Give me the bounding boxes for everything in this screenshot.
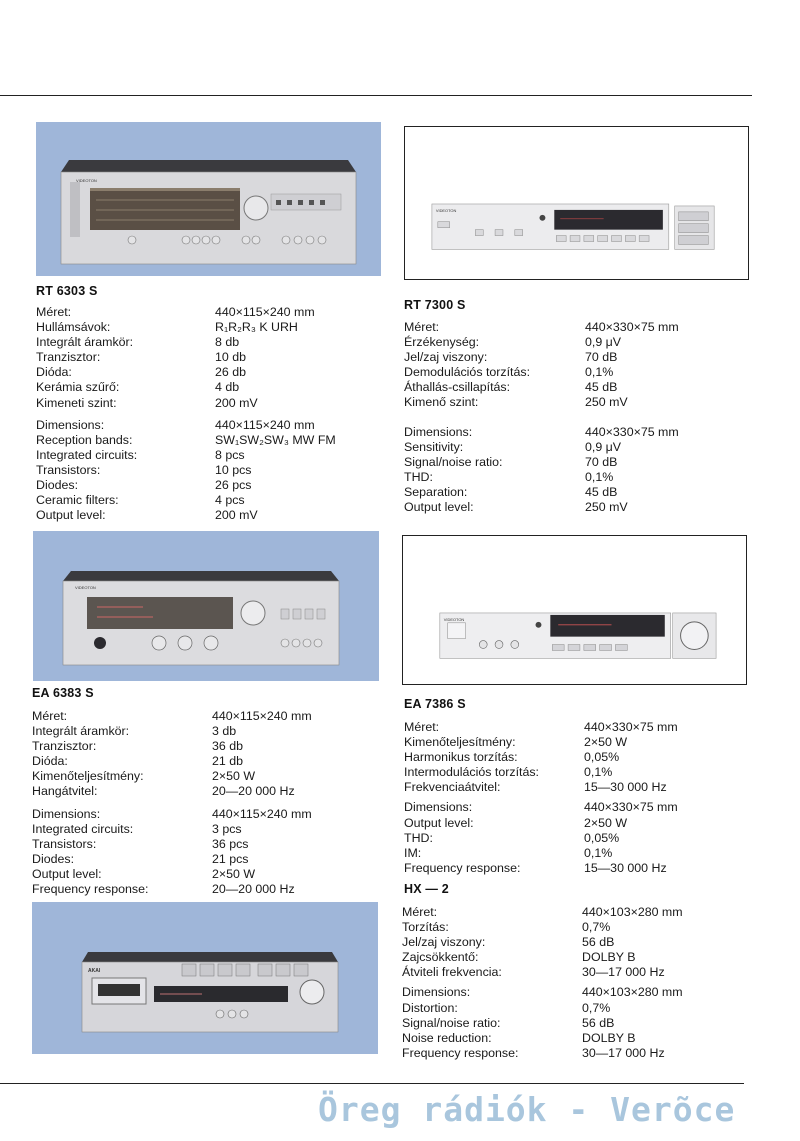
spec-row: [36, 396, 386, 411]
spec-label: Signal/noise ratio:: [404, 454, 503, 469]
spec-label: Frequency response:: [402, 1045, 519, 1060]
spec-row: [404, 335, 764, 350]
spec-value: 440×115×240 mm: [215, 305, 315, 319]
spec-label: Méret:: [36, 305, 72, 319]
spec-value: DOLBY B: [582, 950, 636, 965]
spec-value: 2×50 W: [212, 769, 256, 784]
spec-value: 2×50 W: [584, 815, 628, 830]
spec-row: [36, 493, 386, 508]
spec-value: 440×330×75 mm: [585, 320, 679, 334]
spec-label: Integrált áramkör:: [32, 724, 130, 739]
spec-value: 440×330×75 mm: [584, 720, 678, 734]
spec-label: Separation:: [404, 484, 468, 499]
spec-value: 20—20 000 Hz: [212, 784, 295, 799]
spec-value: 0,1%: [585, 469, 614, 484]
spec-row: [36, 365, 386, 380]
spec-row: [32, 709, 382, 724]
spec-value: 0,7%: [582, 920, 611, 935]
spec-row: [32, 852, 382, 867]
spec-row: [404, 365, 764, 380]
spec-label: Dióda:: [36, 365, 72, 380]
spec-label: Dimensions:: [36, 417, 105, 432]
spec-row: [404, 816, 764, 831]
spec-label: Integrált áramkör:: [36, 335, 134, 350]
spec-value: 0,9 μV: [585, 439, 622, 454]
spec-value: 440×115×240 mm: [215, 417, 315, 432]
spec-value: 440×330×75 mm: [585, 424, 679, 439]
spec-value: 15—30 000 Hz: [584, 860, 667, 875]
spec-row: [404, 440, 764, 455]
model-name: RT 6303 S: [36, 284, 98, 298]
spec-row: [32, 769, 382, 784]
spec-value: 0,1%: [585, 365, 614, 380]
spec-label: Sensitivity:: [404, 439, 464, 454]
spec-label: Harmonikus torzítás:: [404, 750, 518, 765]
rt6303s-photo: [36, 122, 381, 276]
top-rule: [0, 95, 752, 96]
spec-value: 10 db: [215, 350, 247, 365]
spec-row: [404, 350, 764, 365]
model-name: RT 7300 S: [404, 298, 466, 312]
spec-row: [36, 463, 386, 478]
spec-label: Érzékenység:: [404, 335, 480, 350]
spec-row: [402, 1001, 762, 1016]
spec-value: 0,1%: [584, 765, 613, 780]
spec-row: [402, 905, 762, 920]
spec-value: 30—17 000 Hz: [582, 965, 665, 980]
spec-row: [36, 335, 386, 350]
spec-label: Frekvenciaátvitel:: [404, 780, 501, 795]
spec-value: 3 pcs: [212, 821, 242, 836]
spec-value: 200 mV: [215, 395, 258, 410]
spec-label: Tranzisztor:: [36, 350, 101, 365]
spec-row: [36, 320, 386, 335]
spec-row: [404, 320, 764, 335]
spec-value: 8 pcs: [215, 447, 245, 462]
svg-text:VIDEOTON: VIDEOTON: [75, 585, 96, 590]
watermark-text: Öreg rádiók - Verõce: [318, 1090, 736, 1129]
spec-label: Frequency response:: [404, 860, 521, 875]
spec-label: Kimenő szint:: [404, 395, 479, 410]
spec-row: [36, 448, 386, 463]
spec-row: [402, 950, 762, 965]
spec-row: [402, 1046, 762, 1061]
spec-label: Kimeneti szint:: [36, 395, 117, 410]
spec-label: Transistors:: [32, 836, 97, 851]
spec-label: Dimensions:: [404, 424, 473, 439]
spec-row: [32, 724, 382, 739]
spec-label: Jel/zaj viszony:: [402, 935, 486, 950]
spec-value: 10 pcs: [215, 462, 252, 477]
spec-row: [402, 1031, 762, 1046]
spec-row: [404, 455, 764, 470]
spec-row: [404, 765, 764, 780]
spec-label: Signal/noise ratio:: [402, 1015, 501, 1030]
spec-row: [402, 985, 762, 1000]
spec-row: [36, 478, 386, 493]
spec-row: [404, 470, 764, 485]
spec-label: Dióda:: [32, 754, 68, 769]
spec-row: [404, 846, 764, 861]
spec-row: [404, 425, 764, 440]
model-name: HX — 2: [404, 882, 449, 896]
spec-label: Kerámia szűrő:: [36, 380, 120, 395]
spec-label: Ceramic filters:: [36, 493, 119, 508]
spec-row: [32, 822, 382, 837]
spec-label: IM:: [404, 845, 422, 860]
spec-row: [404, 800, 764, 815]
spec-label: Áthallás-csillapítás:: [404, 380, 511, 395]
spec-row: [36, 433, 386, 448]
spec-label: Frequency response:: [32, 882, 149, 897]
spec-row: [404, 380, 764, 395]
spec-row: [32, 837, 382, 852]
spec-row: [32, 807, 382, 822]
spec-label: Zajcsökkentő:: [402, 950, 479, 965]
spec-label: Dimensions:: [32, 806, 101, 821]
hx2-spec-list: [402, 905, 762, 1061]
spec-row: [404, 735, 764, 750]
spec-label: Output level:: [36, 508, 106, 523]
spec-label: Output level:: [404, 500, 474, 515]
spec-value: 21 db: [212, 754, 244, 769]
svg-text:VIDEOTON: VIDEOTON: [443, 616, 465, 622]
spec-label: Output level:: [404, 815, 474, 830]
spec-label: Reception bands:: [36, 432, 133, 447]
spec-value: 200 mV: [215, 508, 258, 523]
svg-text:VIDEOTON: VIDEOTON: [76, 178, 97, 183]
bottom-rule: [0, 1083, 744, 1084]
spec-value: 30—17 000 Hz: [582, 1045, 665, 1060]
spec-label: Kimenőteljesítmény:: [404, 735, 516, 750]
spec-value: 0,05%: [584, 750, 620, 765]
spec-label: Jel/zaj viszony:: [404, 350, 488, 365]
rt7300s-spec-list: [404, 320, 764, 515]
svg-text:VIDEOTON: VIDEOTON: [435, 207, 457, 213]
spec-row: [32, 754, 382, 769]
spec-row: [404, 861, 764, 876]
spec-value: 56 dB: [582, 1015, 615, 1030]
rt6303s-spec-list: [36, 305, 386, 523]
spec-label: Integrated circuits:: [36, 447, 138, 462]
spec-row: [404, 395, 764, 410]
spec-value: 36 db: [212, 739, 244, 754]
spec-label: Méret:: [404, 320, 440, 334]
spec-value: 15—30 000 Hz: [584, 780, 667, 795]
ea7386s-photo: [402, 535, 747, 685]
spec-label: Torzítás:: [402, 920, 449, 935]
spec-value: 4 db: [215, 380, 240, 395]
spec-value: 440×103×280 mm: [582, 985, 683, 1000]
spec-value: DOLBY B: [582, 1030, 636, 1045]
spec-label: Transistors:: [36, 462, 101, 477]
spec-row: [36, 350, 386, 365]
spec-row: [36, 418, 386, 433]
spec-value: 20—20 000 Hz: [212, 882, 295, 897]
spec-value: 45 dB: [585, 380, 618, 395]
spec-value: 0,05%: [584, 830, 620, 845]
spec-label: Hangátvitel:: [32, 784, 98, 799]
spec-value: 440×115×240 mm: [212, 806, 312, 821]
rt7300s-photo: [404, 126, 749, 280]
spec-value: 2×50 W: [584, 735, 628, 750]
spec-value: 250 mV: [585, 395, 628, 410]
spec-value: 440×330×75 mm: [584, 800, 678, 815]
spec-value: 56 dB: [582, 935, 615, 950]
spec-value: 250 mV: [585, 500, 628, 515]
spec-row: [404, 750, 764, 765]
spec-row: [402, 1016, 762, 1031]
spec-value: 4 pcs: [215, 493, 245, 508]
spec-row: [402, 935, 762, 950]
spec-row: [32, 867, 382, 882]
spec-value: SW₁SW₂SW₃ MW FM: [215, 432, 336, 447]
spec-value: 3 db: [212, 724, 237, 739]
spec-label: Output level:: [32, 866, 102, 881]
spec-label: Kimenőteljesítmény:: [32, 769, 144, 784]
spec-label: Dimensions:: [402, 985, 471, 1000]
ea6383s-photo: [33, 531, 379, 681]
spec-label: THD:: [404, 830, 433, 845]
model-name: EA 6383 S: [32, 686, 94, 700]
spec-label: Integrated circuits:: [32, 821, 134, 836]
spec-row: [404, 500, 764, 515]
hx2-photo: [32, 902, 378, 1054]
spec-label: Diodes:: [36, 478, 79, 493]
spec-value: 70 dB: [585, 454, 618, 469]
spec-value: 440×115×240 mm: [212, 709, 312, 723]
spec-value: 26 db: [215, 365, 247, 380]
spec-row: [36, 305, 386, 320]
spec-row: [32, 882, 382, 897]
spec-value: 440×103×280 mm: [582, 905, 683, 919]
spec-row: [404, 780, 764, 795]
spec-label: Átviteli frekvencia:: [402, 965, 502, 980]
spec-row: [404, 485, 764, 500]
spec-value: 0,1%: [584, 845, 613, 860]
spec-value: 36 pcs: [212, 836, 249, 851]
spec-row: [32, 784, 382, 799]
spec-label: Méret:: [402, 905, 438, 919]
spec-label: Méret:: [404, 720, 440, 734]
spec-value: 0,9 μV: [585, 335, 622, 350]
spec-label: Dimensions:: [404, 800, 473, 815]
spec-value: 70 dB: [585, 350, 618, 365]
spec-row: [32, 739, 382, 754]
spec-value: 21 pcs: [212, 851, 249, 866]
spec-row: [402, 965, 762, 980]
spec-value: 8 db: [215, 335, 240, 350]
spec-value: 26 pcs: [215, 478, 252, 493]
spec-label: Hullámsávok:: [36, 320, 111, 335]
svg-text:AKAI: AKAI: [88, 968, 101, 974]
spec-label: Noise reduction:: [402, 1030, 492, 1045]
spec-value: 2×50 W: [212, 866, 256, 881]
spec-label: Méret:: [32, 709, 68, 723]
ea6383s-spec-list: [32, 709, 382, 897]
model-name: EA 7386 S: [404, 697, 466, 711]
spec-row: [36, 508, 386, 523]
ea7386s-spec-list: [404, 720, 764, 876]
spec-label: THD:: [404, 469, 433, 484]
spec-label: Distortion:: [402, 1000, 458, 1015]
spec-row: [404, 720, 764, 735]
spec-label: Intermodulációs torzítás:: [404, 765, 539, 780]
spec-label: Diodes:: [32, 851, 75, 866]
spec-value: 45 dB: [585, 484, 618, 499]
spec-value: 0,7%: [582, 1000, 611, 1015]
spec-label: Tranzisztor:: [32, 739, 97, 754]
spec-label: Demodulációs torzítás:: [404, 365, 531, 380]
spec-row: [402, 920, 762, 935]
spec-row: [404, 831, 764, 846]
spec-row: [36, 380, 386, 395]
spec-value: R₁R₂R₃ K URH: [215, 320, 298, 335]
